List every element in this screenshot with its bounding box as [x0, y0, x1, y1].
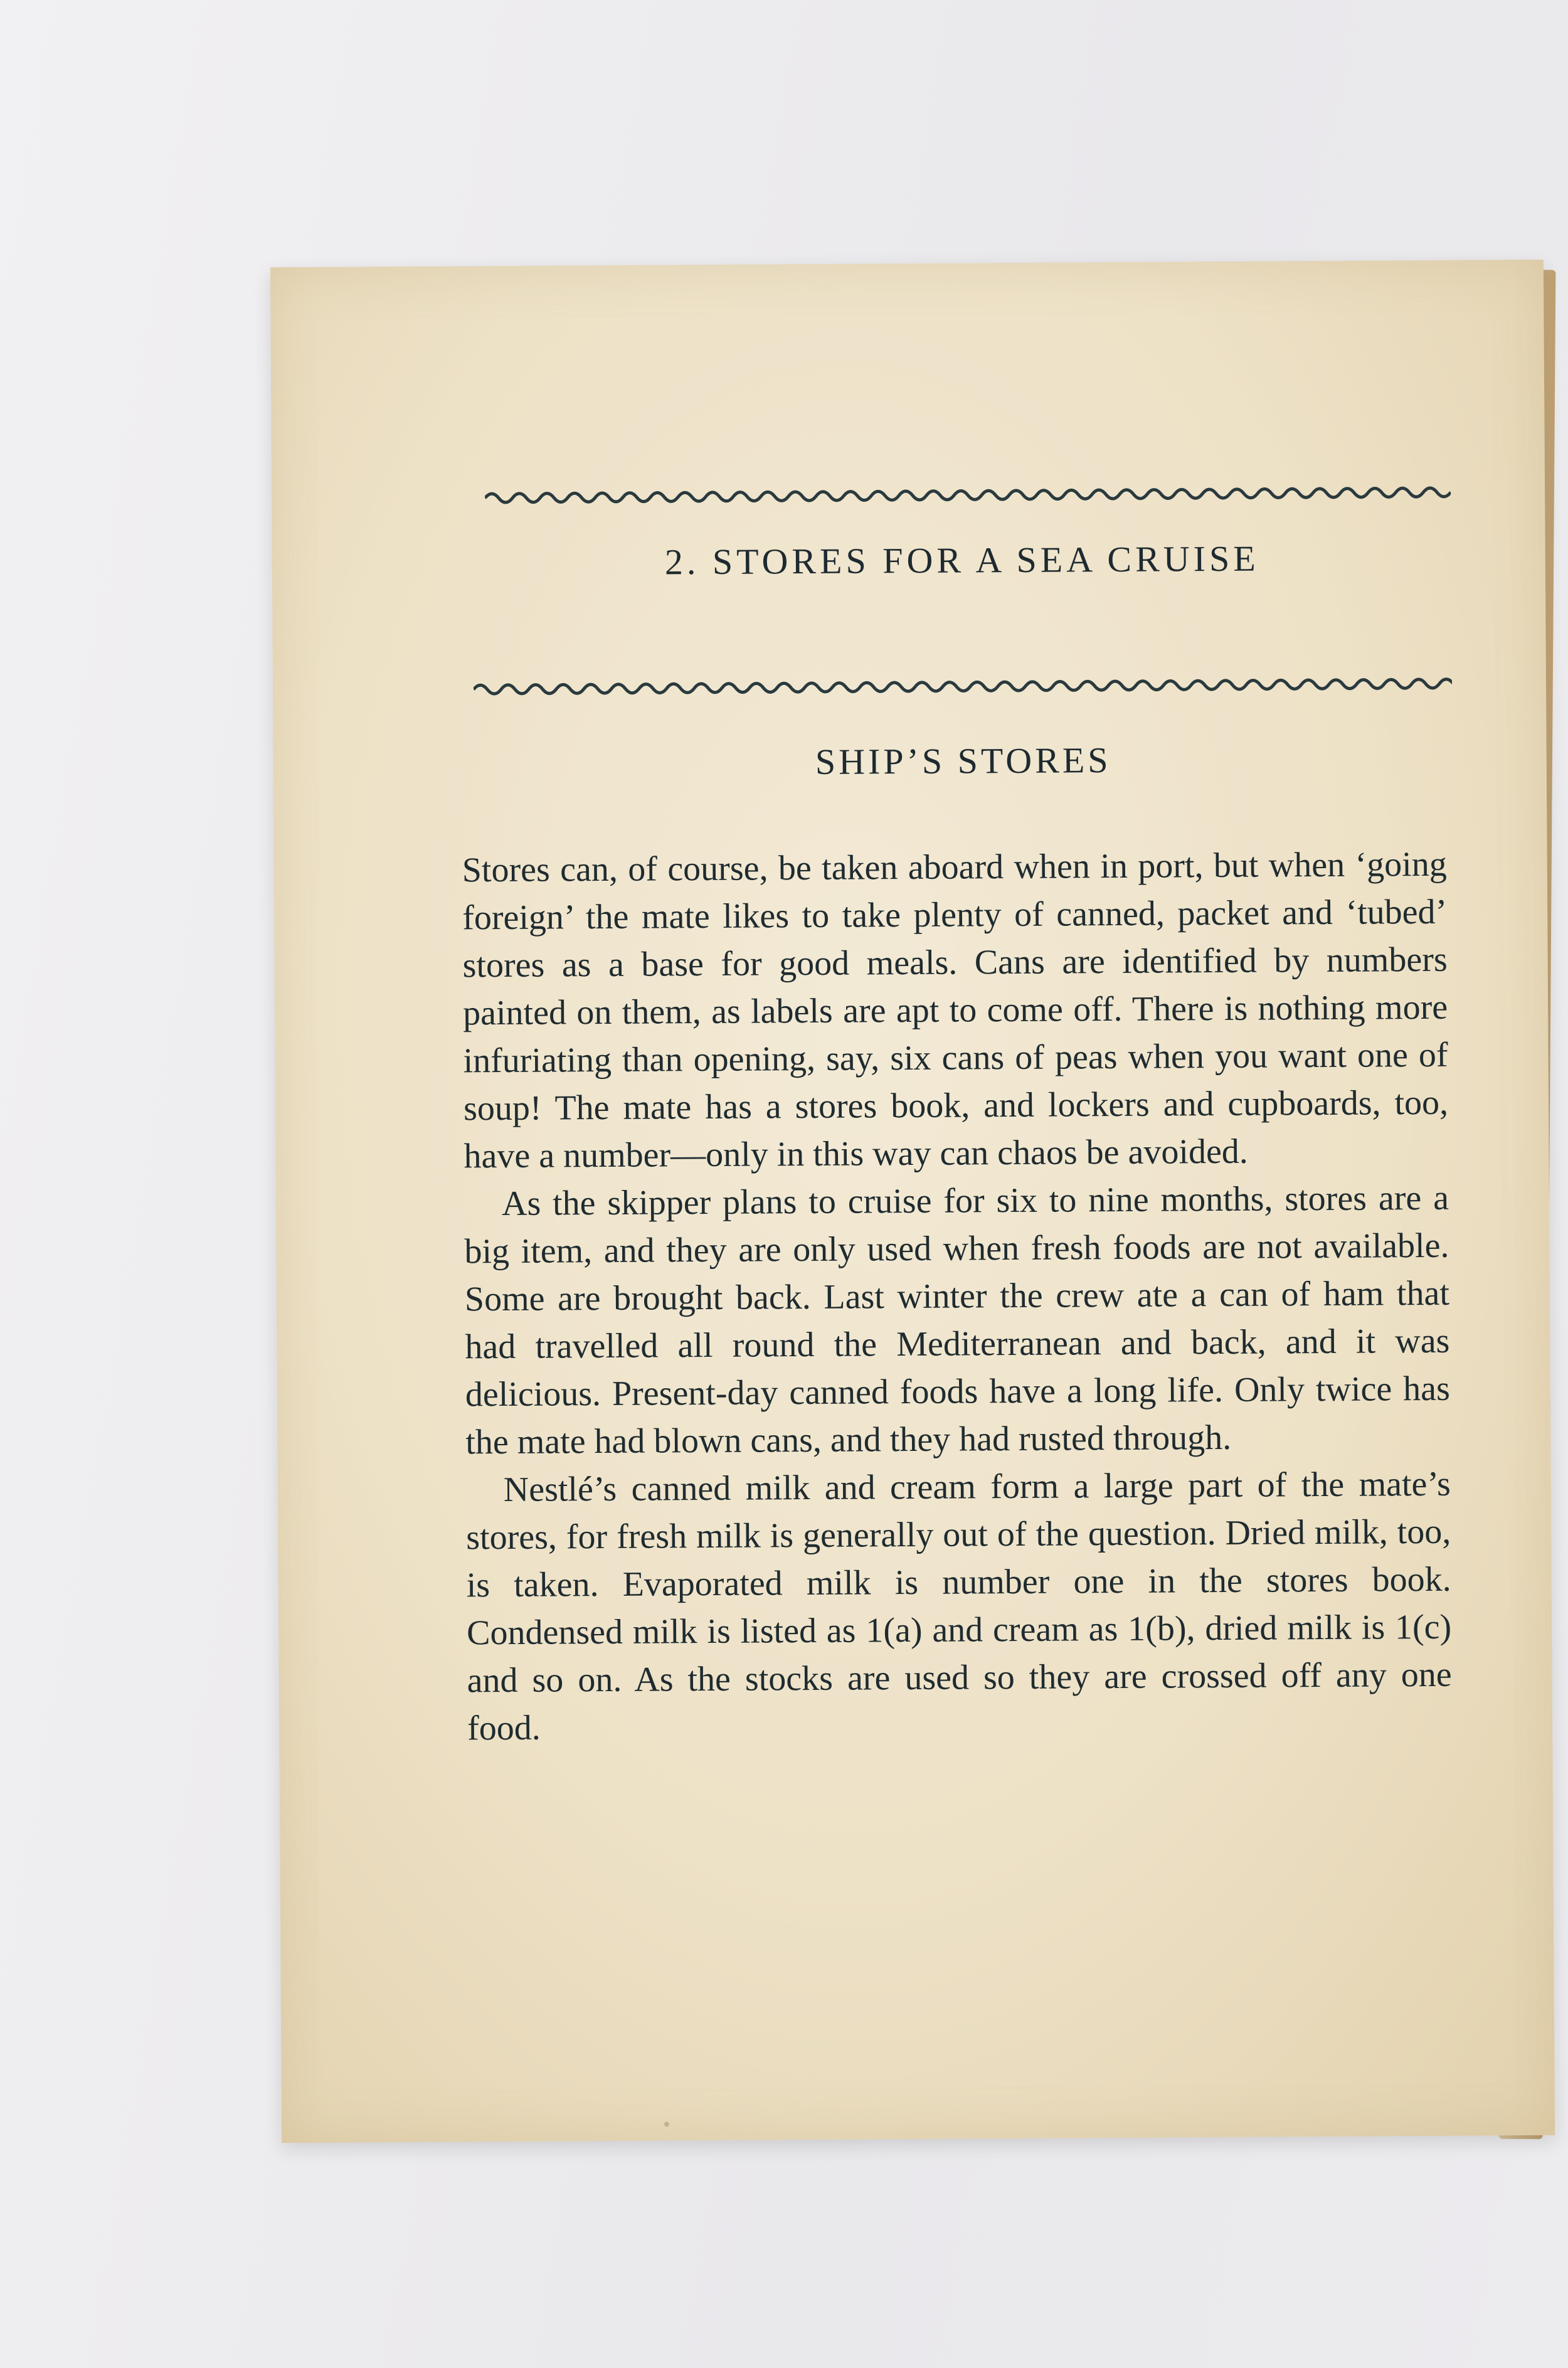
paragraph-1: Stores can, of course, be taken aboard when in port, but when ‘going foreign’ the mate likes to take plenty of canned, packet and ‘tubed’ stores as a base for good meals. Cans are identified by numbers painted on them, as labels are apt to come off. There is nothing more infuriating than opening, say, six cans of peas when you want one of soup! The mate has a stores book, and lockers and cupboards, too, have a number—only in this way can chaos be avoided.: [462, 844, 1449, 1176]
paragraph-2: As the skipper plans to cruise for six to nine months, stores are a big item, and they are only used when fresh foods are not available. Some are brought back. Last winter the crew ate a can of ham that had travelled all round the Mediterranean and back, and it was delicious. Present-day canned foods have a long life. Only twice has the mate had blown cans, and they had rusted through.: [464, 1178, 1451, 1462]
wave-ornament-icon: [485, 480, 1451, 511]
bottom-wave-ornament: [474, 671, 1452, 703]
book-page: [270, 260, 1555, 2143]
chapter-heading: 2. STORES FOR A SEA CRUISE: [664, 538, 1259, 583]
paper-speck: [664, 2121, 669, 2126]
wave-ornament-icon: [474, 671, 1452, 703]
top-wave-ornament: [485, 480, 1451, 511]
body-text: [462, 841, 1453, 1753]
section-heading: SHIP’S STORES: [815, 740, 1111, 782]
paragraph-3: Nestlé’s canned milk and cream form a large part of the mate’s stores, for fresh milk is generally out of the question. Dried milk, too, is taken. Evaporated milk is number one in the stores book. Condensed milk is listed as 1(a) and cream as 1(b), dried milk is 1(c) and so on. As the stocks are used so they are crossed off any one food.: [466, 1464, 1452, 1748]
